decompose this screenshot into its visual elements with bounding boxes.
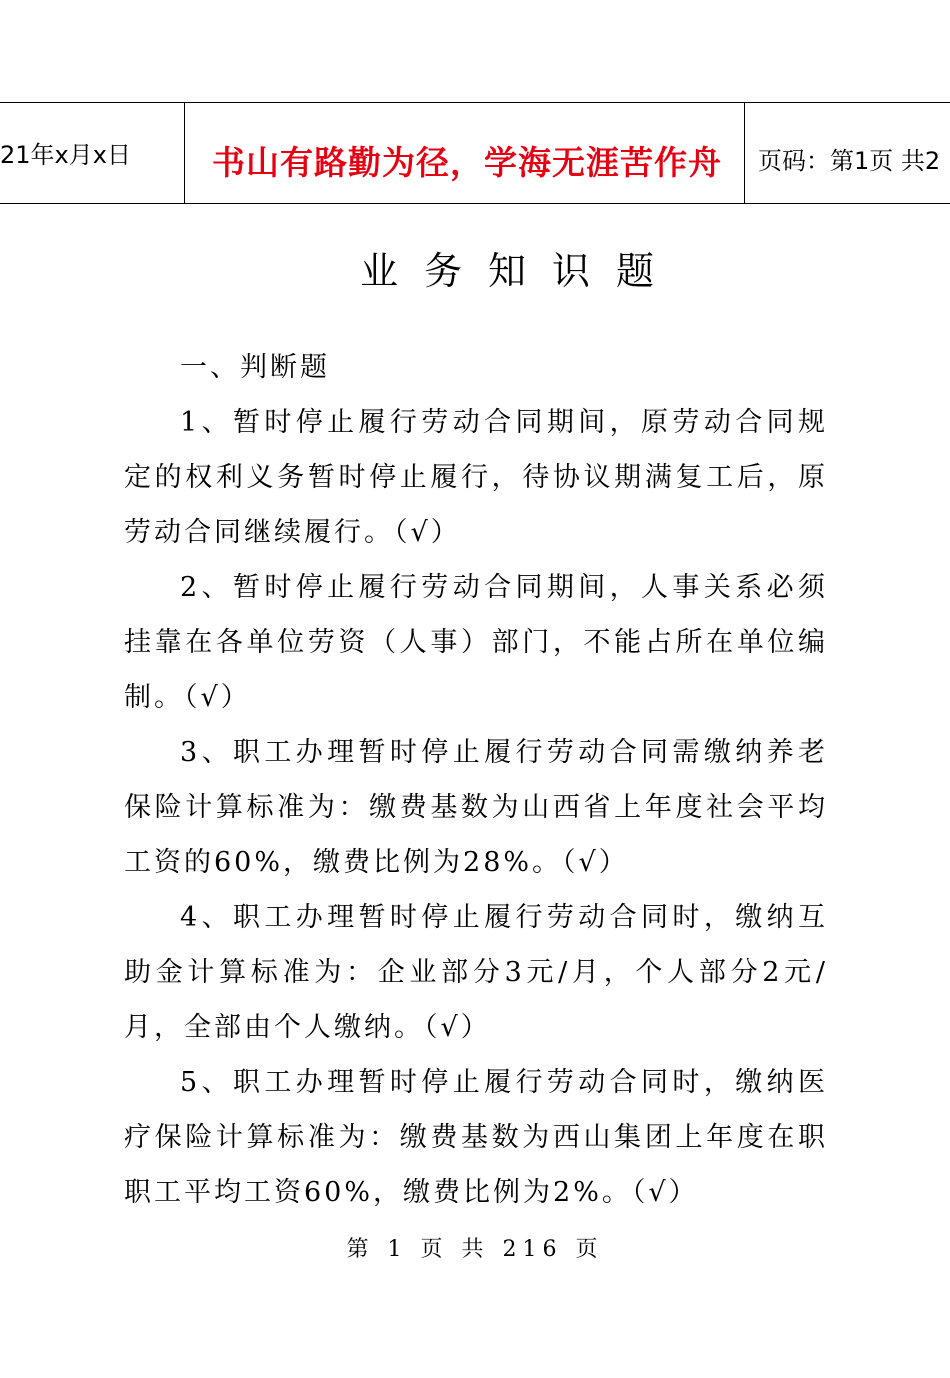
header-divider-right [744,103,745,203]
question-item: 3、职工办理暂时停止履行劳动合同需缴纳养老保险计算标准为：缴费基数为山西省上年度社会平均工资的60%，缴费比例为28%。（√） [124,737,828,878]
section-heading: 一、判断题 [180,352,330,383]
question-item: 2、暂时停止履行劳动合同期间，人事关系必须挂靠在各单位劳资（人事）部门，不能占所在单位编制。（√） [124,572,828,713]
question-item: 1、暂时停止履行劳动合同期间，原劳动合同规定的权利义务暂时停止履行，待协议期满复工后，原劳动合同继续履行。（√） [124,407,828,548]
header-motto: 书山有路勤为径，学海无涯苦作舟 [212,143,722,182]
document-title: 业务知识题 [359,249,680,293]
header-table [0,102,950,204]
page-footer: 第 1 页 共 216 页 [346,1237,604,1262]
question-item: 5、职工办理暂时停止履行劳动合同时，缴纳医疗保险计算标准为：缴费基数为西山集团上年度在职职工平均工资60%，缴费比例为2%。（√） [124,1067,828,1208]
question-item: 4、职工办理暂时停止履行劳动合同时，缴纳互助金计算标准为：企业部分3元/月，个人部分2元/月，全部由个人缴纳。（√） [124,902,828,1043]
document-body [124,340,828,1220]
header-page-info: 页码：第1页 共2 [758,147,941,175]
header-date: 21年x月x日 [0,141,131,169]
header-divider-left [184,103,185,203]
